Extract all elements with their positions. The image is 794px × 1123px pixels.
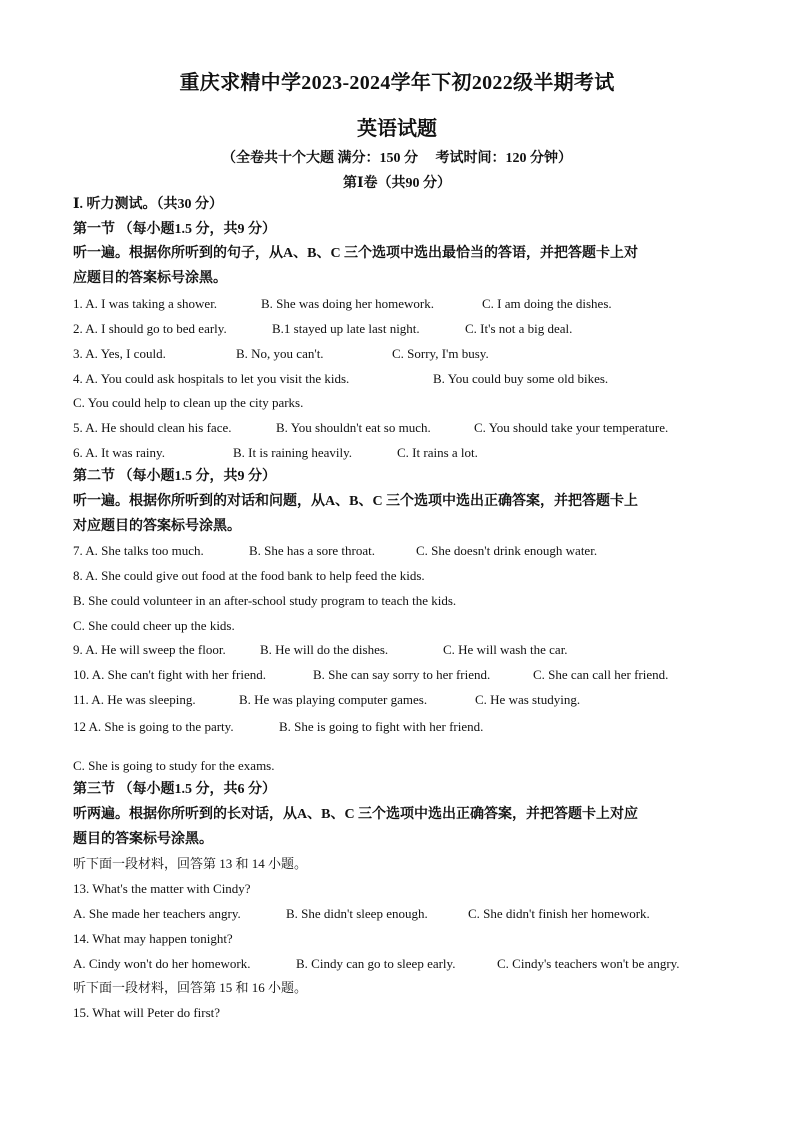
option-b: B. She didn't sleep enough. <box>286 906 428 921</box>
section3-instruction-line1: 听两遍。根据你所听到的长对话，从A、B、C 三个选项中选出正确答案，并把答题卡上对应 <box>73 807 639 822</box>
option-c: C. She didn't finish her homework. <box>468 906 650 921</box>
option-b: B. It is raining heavily. <box>233 445 353 460</box>
option-b: B. He will do the dishes. <box>260 642 389 657</box>
question-8-option-b <box>73 592 733 610</box>
option-b: B. She can say sorry to her friend. <box>313 667 491 682</box>
section1-instruction-line2: 应题目的答案标号涂黑。 <box>73 271 227 286</box>
option-a: 4. A. You could ask hospitals to let you visit the kids. <box>73 371 350 386</box>
option-c: C. She doesn't drink enough water. <box>416 543 598 558</box>
option-b: B. She is going to fight with her friend. <box>279 719 484 734</box>
option-a: 12 A. She is going to the party. <box>73 719 234 734</box>
part1-heading: Ⅰ. 听力测试。（共30 分） <box>73 197 224 212</box>
question-12-option-c <box>73 757 733 775</box>
option-c: C. She could cheer up the kids. <box>73 618 235 633</box>
option-c: C. She can call her friend. <box>533 667 669 682</box>
question-11 <box>73 691 733 709</box>
question-4 <box>73 370 733 388</box>
option-a: 8. A. She could give out food at the food bank to help feed the kids. <box>73 568 425 583</box>
option-a: 5. A. He should clean his face. <box>73 420 232 435</box>
option-b: B. You shouldn't eat so much. <box>276 420 431 435</box>
question-10 <box>73 666 733 684</box>
option-b: B. No, you can't. <box>236 346 324 361</box>
question-13 <box>73 905 733 923</box>
option-a: 1. A. I was taking a shower. <box>73 296 218 311</box>
question-5 <box>73 419 733 437</box>
option-b: B. Cindy can go to sleep early. <box>296 956 456 971</box>
material-lead-1: 听下面一段材料，回答第 13 和 14 小题。 <box>73 856 308 871</box>
option-a: 10. A. She can't fight with her friend. <box>73 667 266 682</box>
subject-title: 英语试题 <box>357 118 437 140</box>
question-14-stem <box>73 930 733 948</box>
section1-heading: 第一节 （每小题1.5 分，共9 分） <box>73 222 276 237</box>
option-b: B. She could volunteer in an after-school study program to teach the kids. <box>73 593 457 608</box>
section2-heading: 第二节 （每小题1.5 分，共9 分） <box>73 469 276 484</box>
question-6 <box>73 444 733 462</box>
option-b: B.1 stayed up late last night. <box>272 321 420 336</box>
option-a: 11. A. He was sleeping. <box>73 692 196 707</box>
material-lead-2: 听下面一段材料，回答第 15 和 16 小题。 <box>73 980 308 995</box>
option-c: C. You could help to clean up the city parks. <box>73 395 304 410</box>
option-a: A. Cindy won't do her homework. <box>73 956 251 971</box>
option-c: C. She is going to study for the exams. <box>73 758 275 773</box>
option-c: C. It's not a big deal. <box>465 321 573 336</box>
question-stem: 13. What's the matter with Cindy? <box>73 881 251 896</box>
question-12 <box>73 718 733 736</box>
question-3 <box>73 345 733 363</box>
question-8-option-c <box>73 617 733 635</box>
section1-instruction-line1: 听一遍。根据你所听到的句子，从A、B、C 三个选项中选出最恰当的答语，并把答题卡上对 <box>73 246 639 261</box>
option-b: B. She has a sore throat. <box>249 543 376 558</box>
option-c: C. It rains a lot. <box>397 445 478 460</box>
question-7 <box>73 542 733 560</box>
option-a: 2. A. I should go to bed early. <box>73 321 227 336</box>
question-15-stem <box>73 1004 733 1022</box>
exam-title: 重庆求精中学2023-2024学年下初2022级半期考试 <box>179 72 615 94</box>
option-c: C. He will wash the car. <box>443 642 568 657</box>
option-c: C. Sorry, I'm busy. <box>392 346 489 361</box>
volume-title: 第Ⅰ卷（共90 分） <box>342 176 452 191</box>
option-c: C. Cindy's teachers won't be angry. <box>497 956 680 971</box>
option-c: C. You should take your temperature. <box>474 420 669 435</box>
question-1 <box>73 295 733 313</box>
option-b: B. You could buy some old bikes. <box>433 371 609 386</box>
option-b: B. She was doing her homework. <box>261 296 434 311</box>
question-13-stem <box>73 880 733 898</box>
option-b: B. He was playing computer games. <box>239 692 428 707</box>
option-a: 3. A. Yes, I could. <box>73 346 166 361</box>
option-c: C. I am doing the dishes. <box>482 296 612 311</box>
option-c: C. He was studying. <box>475 692 581 707</box>
option-a: 6. A. It was rainy. <box>73 445 165 460</box>
question-8 <box>73 567 733 585</box>
question-stem: 15. What will Peter do first? <box>73 1005 221 1020</box>
option-a: A. She made her teachers angry. <box>73 906 241 921</box>
question-stem: 14. What may happen tonight? <box>73 931 233 946</box>
exam-info: （全卷共十个大题 满分：150 分 考试时间：120 分钟） <box>222 151 572 166</box>
question-9 <box>73 641 733 659</box>
section2-instruction-line2: 对应题目的答案标号涂黑。 <box>73 519 241 534</box>
question-14 <box>73 955 733 973</box>
option-a: 9. A. He will sweep the floor. <box>73 642 226 657</box>
section2-instruction-line1: 听一遍。根据你所听到的对话和问题，从A、B、C 三个选项中选出正确答案，并把答题卡上 <box>73 494 639 509</box>
section3-heading: 第三节 （每小题1.5 分，共6 分） <box>73 782 276 797</box>
question-2 <box>73 320 733 338</box>
section3-instruction-line2: 题目的答案标号涂黑。 <box>73 832 213 847</box>
option-a: 7. A. She talks too much. <box>73 543 204 558</box>
question-4-option-c <box>73 394 733 412</box>
